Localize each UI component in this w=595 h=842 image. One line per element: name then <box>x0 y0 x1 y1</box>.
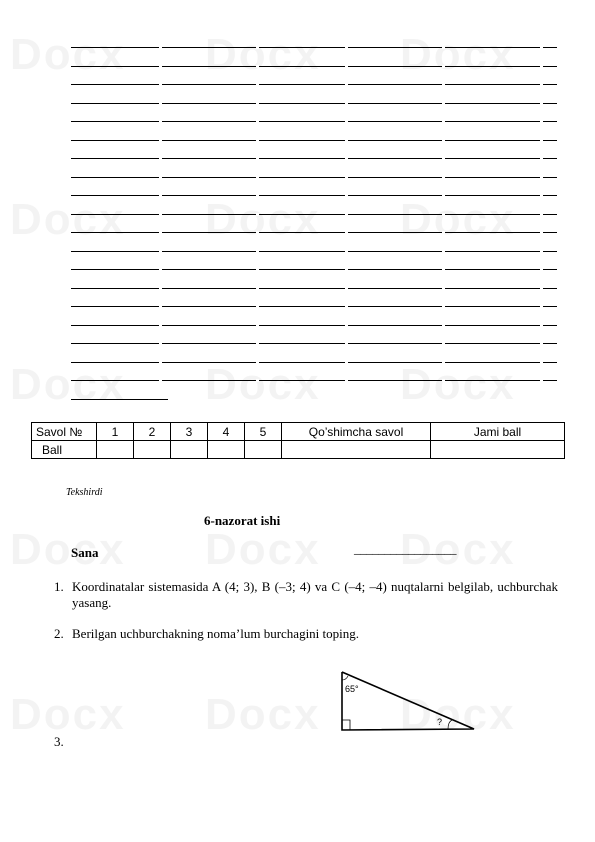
line-gap <box>345 342 348 345</box>
line-gap <box>540 361 543 364</box>
watermark-text <box>10 525 126 575</box>
line-gap <box>540 139 543 142</box>
score-cell[interactable] <box>208 441 245 459</box>
header-cell: 2 <box>134 423 171 441</box>
score-cell[interactable] <box>97 441 134 459</box>
line-gap <box>159 268 162 271</box>
line-gap <box>159 83 162 86</box>
line-gap <box>442 342 445 345</box>
line-gap <box>159 287 162 290</box>
line-gap <box>540 268 543 271</box>
triangle-shape <box>342 672 474 730</box>
line-gap <box>159 250 162 253</box>
answer-line <box>71 140 557 141</box>
score-table-header-row <box>32 423 565 441</box>
line-gap <box>159 213 162 216</box>
line-gap <box>442 139 445 142</box>
line-gap <box>159 102 162 105</box>
header-cell: 1 <box>97 423 134 441</box>
score-cell[interactable] <box>431 441 565 459</box>
header-cell: Jami ball <box>431 423 565 441</box>
line-gap <box>540 46 543 49</box>
page-title: 6-nazorat ishi <box>204 513 281 528</box>
score-cell[interactable] <box>282 441 431 459</box>
line-gap <box>159 65 162 68</box>
answer-line <box>71 177 557 178</box>
line-gap <box>540 250 543 253</box>
line-gap <box>442 379 445 382</box>
answer-line-short <box>71 399 168 400</box>
answer-line <box>71 306 557 307</box>
line-gap <box>345 305 348 308</box>
line-gap <box>256 250 259 253</box>
line-gap <box>159 324 162 327</box>
line-gap <box>442 324 445 327</box>
triangle-figure <box>336 668 481 736</box>
right-angle-mark <box>342 720 350 730</box>
answer-line <box>71 195 557 196</box>
line-gap <box>256 361 259 364</box>
line-gap <box>345 324 348 327</box>
answer-line <box>71 380 557 381</box>
line-gap <box>345 379 348 382</box>
line-gap <box>159 194 162 197</box>
tekshirdi-label: Tekshirdi <box>66 487 103 498</box>
score-table-ball-row <box>32 441 565 459</box>
question-2-number: 2. <box>54 626 64 641</box>
line-gap <box>256 102 259 105</box>
header-cell: 3 <box>171 423 208 441</box>
line-gap <box>540 176 543 179</box>
watermark-text <box>10 690 126 740</box>
line-gap <box>159 361 162 364</box>
line-gap <box>442 361 445 364</box>
line-gap <box>540 157 543 160</box>
answer-line <box>71 47 557 48</box>
answer-line <box>71 214 557 215</box>
line-gap <box>345 231 348 234</box>
line-gap <box>345 83 348 86</box>
line-gap <box>159 176 162 179</box>
sana-blank: _________________ <box>354 541 456 556</box>
line-gap <box>540 83 543 86</box>
row-label: Ball <box>32 441 97 459</box>
line-gap <box>256 46 259 49</box>
angle-65-label: 65° <box>345 684 359 694</box>
line-gap <box>256 213 259 216</box>
answer-line <box>71 103 557 104</box>
line-gap <box>256 194 259 197</box>
line-gap <box>256 120 259 123</box>
line-gap <box>159 379 162 382</box>
line-gap <box>540 305 543 308</box>
line-gap <box>256 139 259 142</box>
line-gap <box>159 342 162 345</box>
line-gap <box>540 194 543 197</box>
score-cell[interactable] <box>171 441 208 459</box>
line-gap <box>256 342 259 345</box>
unknown-angle-label: ? <box>437 717 443 727</box>
line-gap <box>159 46 162 49</box>
question-2-text: Berilgan uchburchakning noma’lum burchagini toping. <box>72 626 360 641</box>
line-gap <box>442 102 445 105</box>
line-gap <box>256 157 259 160</box>
line-gap <box>159 305 162 308</box>
line-gap <box>540 379 543 382</box>
watermark-text <box>205 360 321 410</box>
watermark-text <box>400 30 516 80</box>
line-gap <box>540 213 543 216</box>
score-cell[interactable] <box>134 441 171 459</box>
line-gap <box>442 268 445 271</box>
line-gap <box>442 65 445 68</box>
answer-line <box>71 343 557 344</box>
answer-line <box>71 362 557 363</box>
watermark-text <box>400 195 516 245</box>
line-gap <box>256 268 259 271</box>
answer-line <box>71 84 557 85</box>
line-gap <box>540 287 543 290</box>
sana-label: Sana <box>71 545 99 560</box>
line-gap <box>256 176 259 179</box>
header-cell: 5 <box>245 423 282 441</box>
line-gap <box>345 268 348 271</box>
line-gap <box>345 65 348 68</box>
watermark-text <box>400 360 516 410</box>
line-gap <box>345 287 348 290</box>
line-gap <box>345 120 348 123</box>
question-1-number: 1. <box>54 579 64 594</box>
line-gap <box>442 157 445 160</box>
line-gap <box>345 213 348 216</box>
watermark-text <box>205 30 321 80</box>
line-gap <box>256 305 259 308</box>
answer-line <box>71 269 557 270</box>
line-gap <box>442 194 445 197</box>
angle-arc <box>342 676 348 680</box>
header-cell: 4 <box>208 423 245 441</box>
line-gap <box>345 102 348 105</box>
line-gap <box>159 120 162 123</box>
line-gap <box>256 83 259 86</box>
line-gap <box>442 250 445 253</box>
line-gap <box>256 231 259 234</box>
answer-line <box>71 325 557 326</box>
line-gap <box>540 324 543 327</box>
line-gap <box>540 102 543 105</box>
line-gap <box>345 250 348 253</box>
line-gap <box>256 287 259 290</box>
header-cell: Qo’shimcha savol <box>282 423 431 441</box>
line-gap <box>256 379 259 382</box>
line-gap <box>345 46 348 49</box>
line-gap <box>442 287 445 290</box>
answer-line <box>71 232 557 233</box>
line-gap <box>345 361 348 364</box>
line-gap <box>442 213 445 216</box>
line-gap <box>345 157 348 160</box>
line-gap <box>540 231 543 234</box>
answer-line <box>71 66 557 67</box>
line-gap <box>442 83 445 86</box>
angle-arc <box>448 720 452 729</box>
line-gap <box>442 120 445 123</box>
line-gap <box>540 342 543 345</box>
score-table <box>31 422 565 459</box>
line-gap <box>345 194 348 197</box>
watermark-text <box>10 30 126 80</box>
line-gap <box>442 176 445 179</box>
line-gap <box>540 65 543 68</box>
line-gap <box>442 231 445 234</box>
answer-line <box>71 121 557 122</box>
line-gap <box>256 65 259 68</box>
line-gap <box>442 46 445 49</box>
line-gap <box>159 139 162 142</box>
line-gap <box>345 176 348 179</box>
answer-line <box>71 288 557 289</box>
line-gap <box>256 324 259 327</box>
answer-line <box>71 251 557 252</box>
line-gap <box>159 157 162 160</box>
line-gap <box>159 231 162 234</box>
question-3-number: 3. <box>54 734 64 749</box>
watermark-text <box>205 690 321 740</box>
score-cell[interactable] <box>245 441 282 459</box>
watermark-text <box>10 360 126 410</box>
watermark-text <box>10 195 126 245</box>
watermark-text <box>205 525 321 575</box>
line-gap <box>345 139 348 142</box>
header-cell: Savol № <box>32 423 97 441</box>
question-1-text: Koordinatalar sistemasida A (4; 3), B (–3; 4) va C (–4; –4) nuqtalarni belgilab, uchburchak yasang. <box>72 579 558 610</box>
watermark-text <box>205 195 321 245</box>
answer-line <box>71 158 557 159</box>
line-gap <box>540 120 543 123</box>
line-gap <box>442 305 445 308</box>
